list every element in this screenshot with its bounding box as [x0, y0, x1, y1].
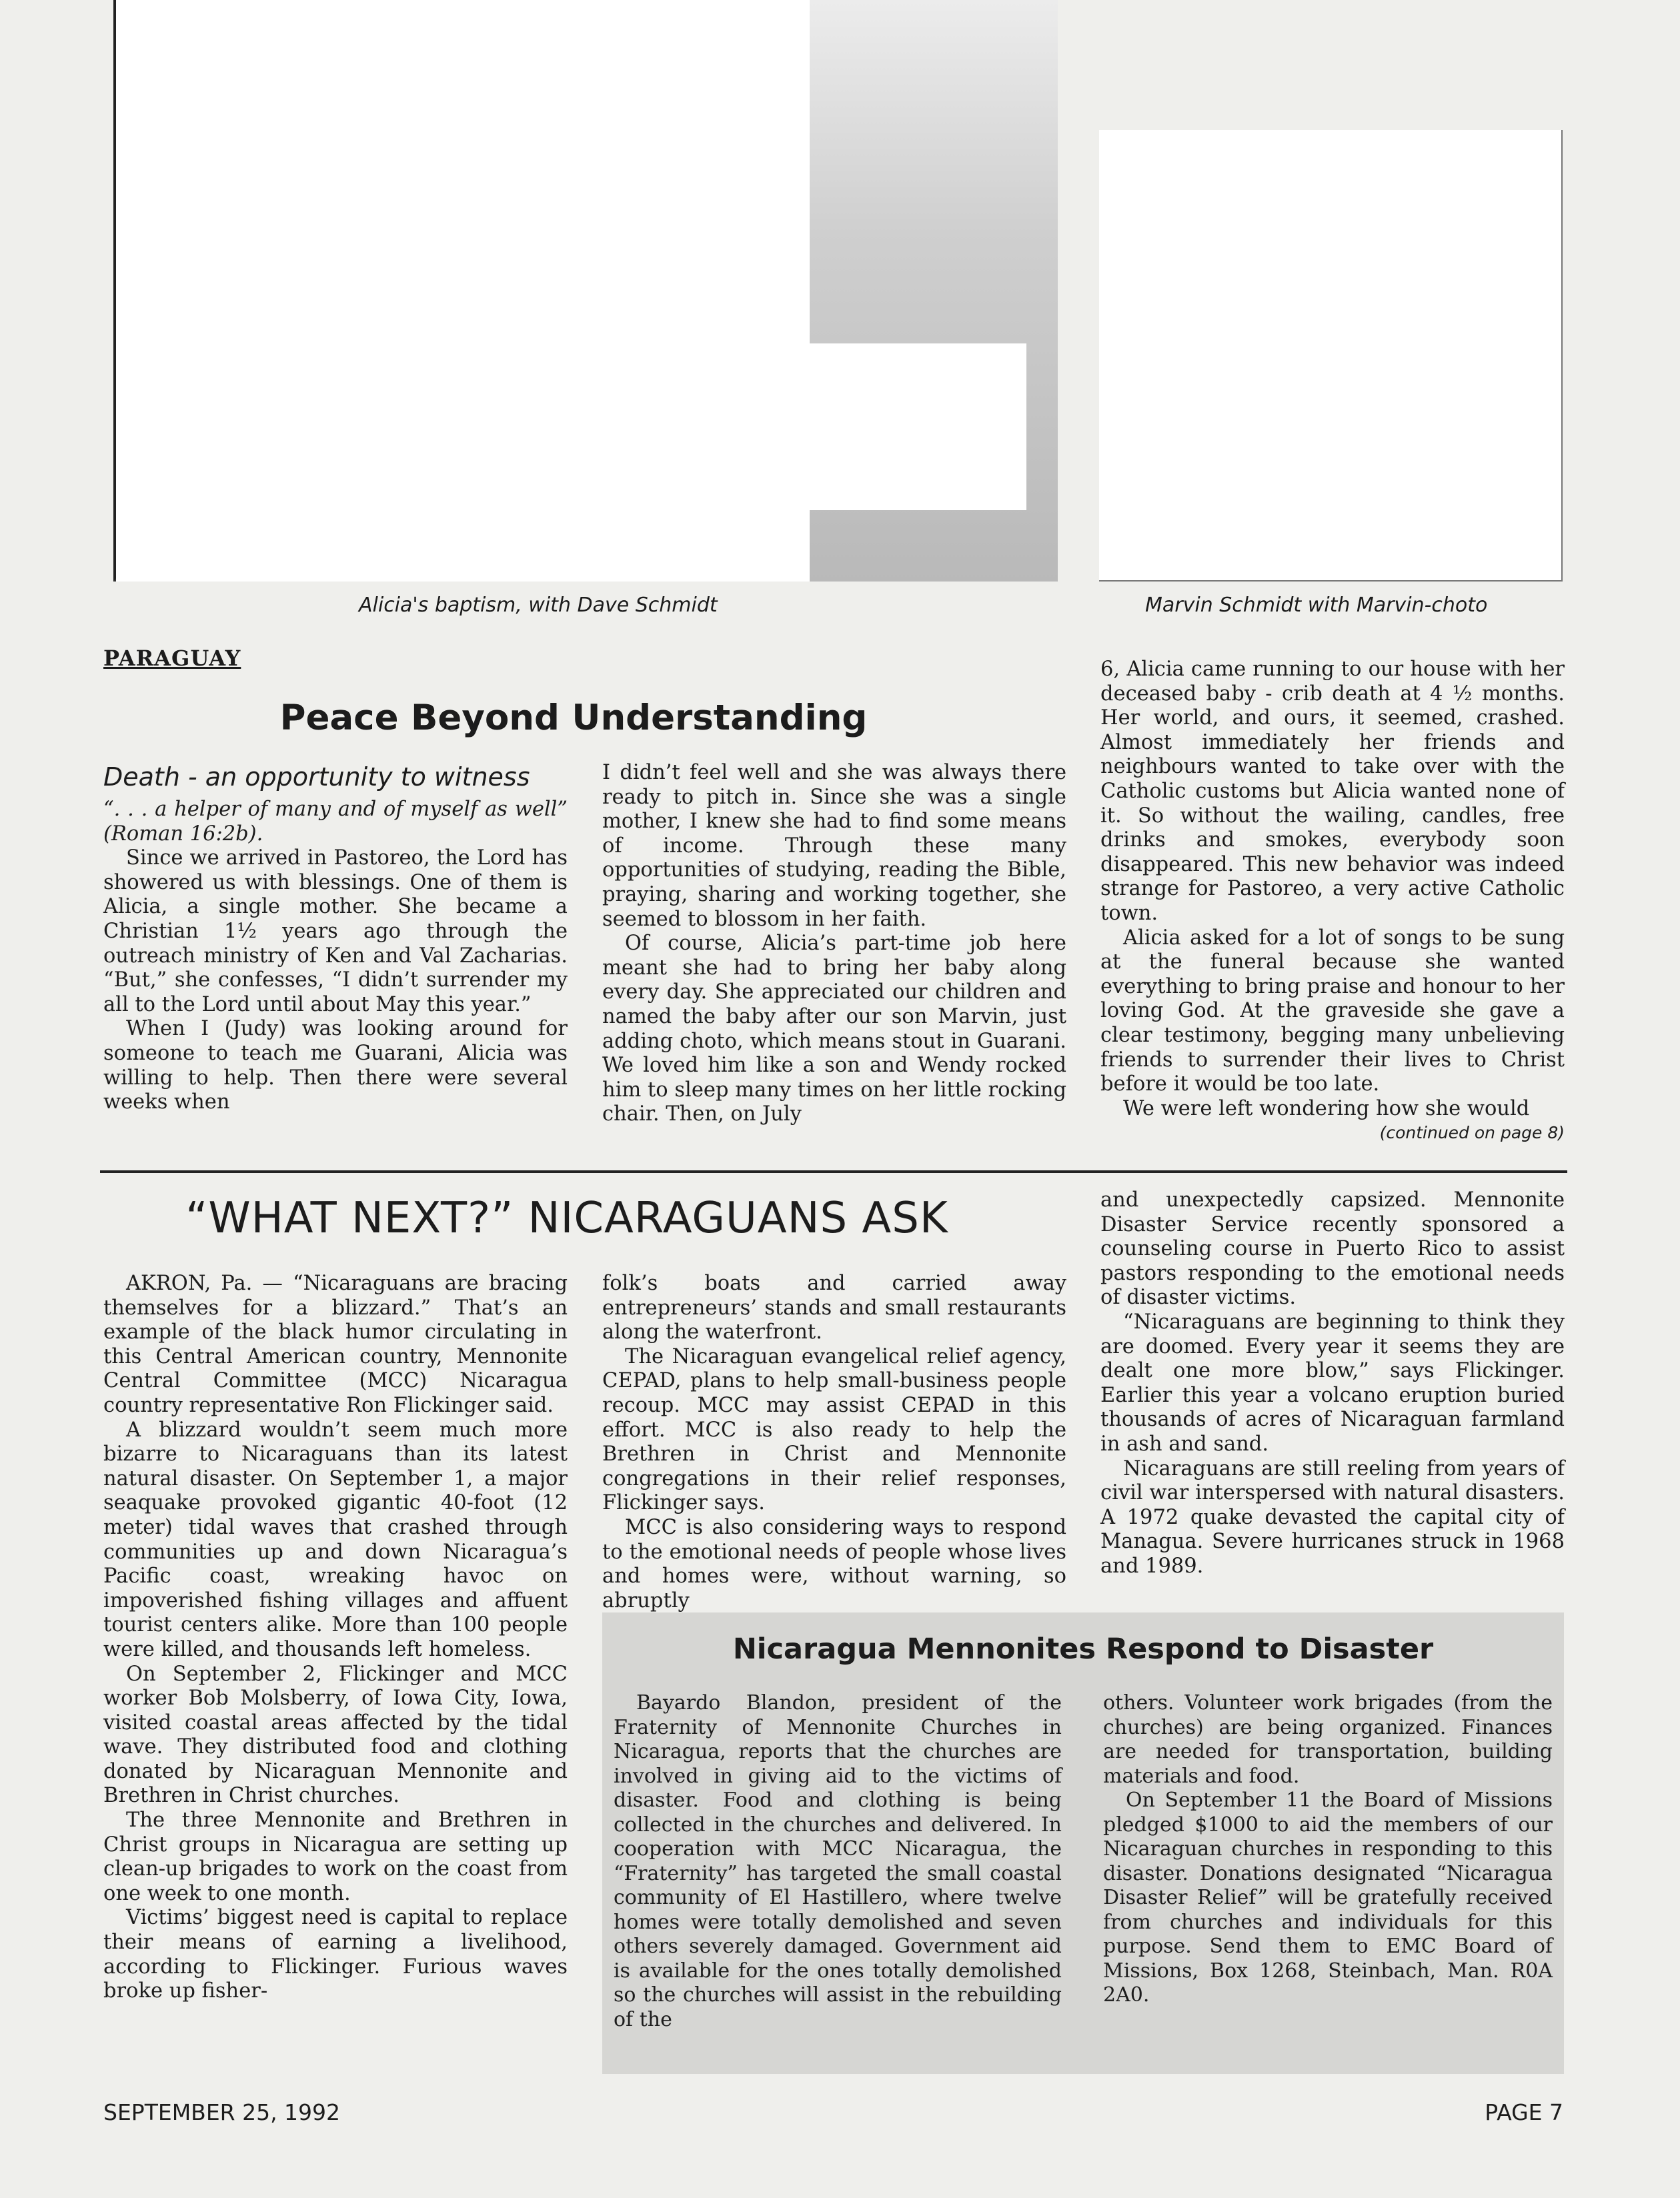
paragraph: MCC is also considering ways to respond to the emotional needs of people whose lives and homes were, without warning, so abruptly	[602, 1515, 1066, 1612]
article2-column-1	[103, 1272, 568, 2004]
article2-column-2	[602, 1272, 1066, 1613]
paragraph: Of course, Alicia’s part-time job here meant she had to bring her baby along every day. She appreciated our children and named the baby after our son Marvin, just adding choto, which means stout in Guarani. We loved him like a son and Wendy rocked him to sleep many times on her little rocking chair. Then, on July	[602, 932, 1066, 1126]
paragraph: “Nicaraguans are beginning to think they are doomed. Every year it seems they are dealt one more blow,” says Flickinger. Earlier this year a volcano eruption buried thousands of acres of Nicaraguan farmland in ash and sand.	[1100, 1310, 1565, 1456]
article1-column-3	[1100, 658, 1565, 1146]
sidebar-title: Nicaragua Mennonites Respond to Disaster	[732, 1632, 1434, 1666]
photo-marvin-choto	[1099, 130, 1563, 582]
paragraph: folk’s boats and carried away entrepreneurs’ stands and small restaurants along the waterfront.	[602, 1272, 1066, 1344]
paragraph: The Nicaraguan evangelical relief agency, CEPAD, plans to help small-business people recoup. MCC may assist CEPAD in this effort. MCC is also ready to help the Brethren in Christ and Mennonite congregations in their relief responses, Flickinger says.	[602, 1344, 1066, 1515]
paragraph: When I (Judy) was looking around for someone to teach me Guarani, Alicia was willing to help. Then there were several weeks when	[103, 1017, 568, 1114]
photo-caption-left: Alicia's baptism, with Dave Schmidt	[359, 594, 718, 617]
paragraph: AKRON, Pa. — “Nicaraguans are bracing themselves for a blizzard.” That’s an example of the black humor circulating in this Central American country, Mennonite Central Committee (MCC) Nicaragua country representative Ron Flickinger said.	[103, 1272, 568, 1417]
paragraph: The three Mennonite and Brethren in Christ groups in Nicaragua are setting up clean-up brigades to work on the coast from one week to one month.	[103, 1809, 568, 1905]
section-divider	[100, 1170, 1567, 1173]
paragraph: Alicia asked for a lot of songs to be sung at the funeral because she wanted everything to bring praise and honour to her loving God. At the graveside she gave a clear testimony, begging many unbelieving friends to surrender their lives to Christ before it would be too late.	[1100, 926, 1565, 1096]
article1-column-2	[602, 761, 1066, 1127]
article1-column-1	[103, 798, 568, 1115]
paragraph: Since we arrived in Pastoreo, the Lord has showered us with blessings. One of them is Alicia, a single mother. She became a Christian 1½ years ago through the outreach ministry of Ken and Val Zacharias. “But,” she confesses, “I didn’t surrender my all to the Lord until about May this year.”	[103, 846, 568, 1016]
article-headline-nicaragua: “WHAT NEXT?” NICARAGUANS ASK	[185, 1194, 948, 1243]
continued-note: (continued on page 8)	[1379, 1123, 1565, 1143]
footer-page-number: PAGE 7	[1485, 2099, 1563, 2125]
sidebar-column-2	[1103, 1691, 1553, 2008]
paragraph: Victims’ biggest need is capital to replace their means of earning a livelihood, according to Flickinger. Furious waves broke up fisher-	[103, 1906, 568, 2003]
photo-alicia-baptism	[113, 0, 1055, 582]
paragraph: and unexpectedly capsized. Mennonite Disaster Service recently sponsored a counseling course in Puerto Rico to assist pastors responding to the emotional needs of disaster victims.	[1100, 1188, 1565, 1310]
paragraph: We were left wondering how she would	[1123, 1096, 1530, 1120]
paragraph: Nicaraguans are still reeling from years of civil war interspersed with natural disasters. A 1972 quake devasted the capital city of Managua. Severe hurricanes struck in 1968 and 1989.	[1100, 1456, 1565, 1578]
article-subheadline: Death - an opportunity to witness	[103, 762, 530, 792]
paragraph: A blizzard wouldn’t seem much more bizarre to Nicaraguans than its latest natural disaster. On September 1, a major seaquake provoked gigantic 40-foot (12 meter) tidal waves that crashed through communities up and down Nicaragua’s Pacific coast, wreaking havoc on impoverished fishing villages and affuent tourist centers alike. More than 100 people were killed, and thousands left homeless.	[103, 1418, 568, 1661]
photo-caption-right: Marvin Schmidt with Marvin-choto	[1145, 594, 1488, 617]
paragraph: 6, Alicia came running to our house with her deceased baby - crib death at 4 ½ months. Her world, and ours, it seemed, crashed. Almost immediately her friends and neighbours wanted to take over with the Catholic customs but Alicia wanted none of it. So without the wailing, candles, free drinks and smokes, everybody soon disappeared. This new behavior was indeed strange for Pastoreo, a very active Catholic town.	[1100, 658, 1565, 925]
paragraph: On September 11 the Board of Missions pledged $1000 to aid the members of our Nicaraguan churches in responding to this disaster. Donations designated “Nicaragua Disaster Relief” will be gratefully received from churches and individuals for this purpose. Send them to EMC Board of Missions, Box 1268, Steinbach, Man. R0A 2A0.	[1103, 1789, 1553, 2007]
article2-column-3	[1100, 1188, 1565, 1579]
paragraph: On September 2, Flickinger and MCC worker Bob Molsberry, of Iowa City, Iowa, visited coastal areas affected by the tidal wave. They distributed food and clothing donated by Nicaraguan Mennonite and Brethren in Christ churches.	[103, 1662, 568, 1808]
section-label: PARAGUAY	[103, 646, 241, 671]
article-headline: Peace Beyond Understanding	[279, 698, 868, 738]
scripture-quote: “. . . a helper of many and of myself as well” (Roman 16:2b).	[103, 798, 568, 846]
paragraph: I didn’t feel well and she was always there ready to pitch in. Since she was a single mother, I knew she had to find some means of income. Through these many opportunities of studying, reading the Bible, praying, sharing and working together, she seemed to blossom in her faith.	[602, 761, 1066, 931]
footer-date: SEPTEMBER 25, 1992	[103, 2099, 341, 2125]
sidebar-column-1	[614, 1691, 1062, 2032]
paragraph: Bayardo Blandon, president of the Fraternity of Mennonite Churches in Nicaragua, reports that the churches are involved in giving aid to the victims of disaster. Food and clothing is being collected in the churches and delivered. In cooperation with MCC Nicaragua, the “Fraternity” has targeted the small coastal community of El Hastillero, where twelve homes were totally demolished and seven others severely damaged. Government aid is available for the ones totally demolished so the churches will assist in the rebuilding of the	[614, 1691, 1062, 2031]
paragraph: others. Volunteer work brigades (from the churches) are being organized. Finances are needed for transportation, building materials and food.	[1103, 1691, 1553, 1788]
